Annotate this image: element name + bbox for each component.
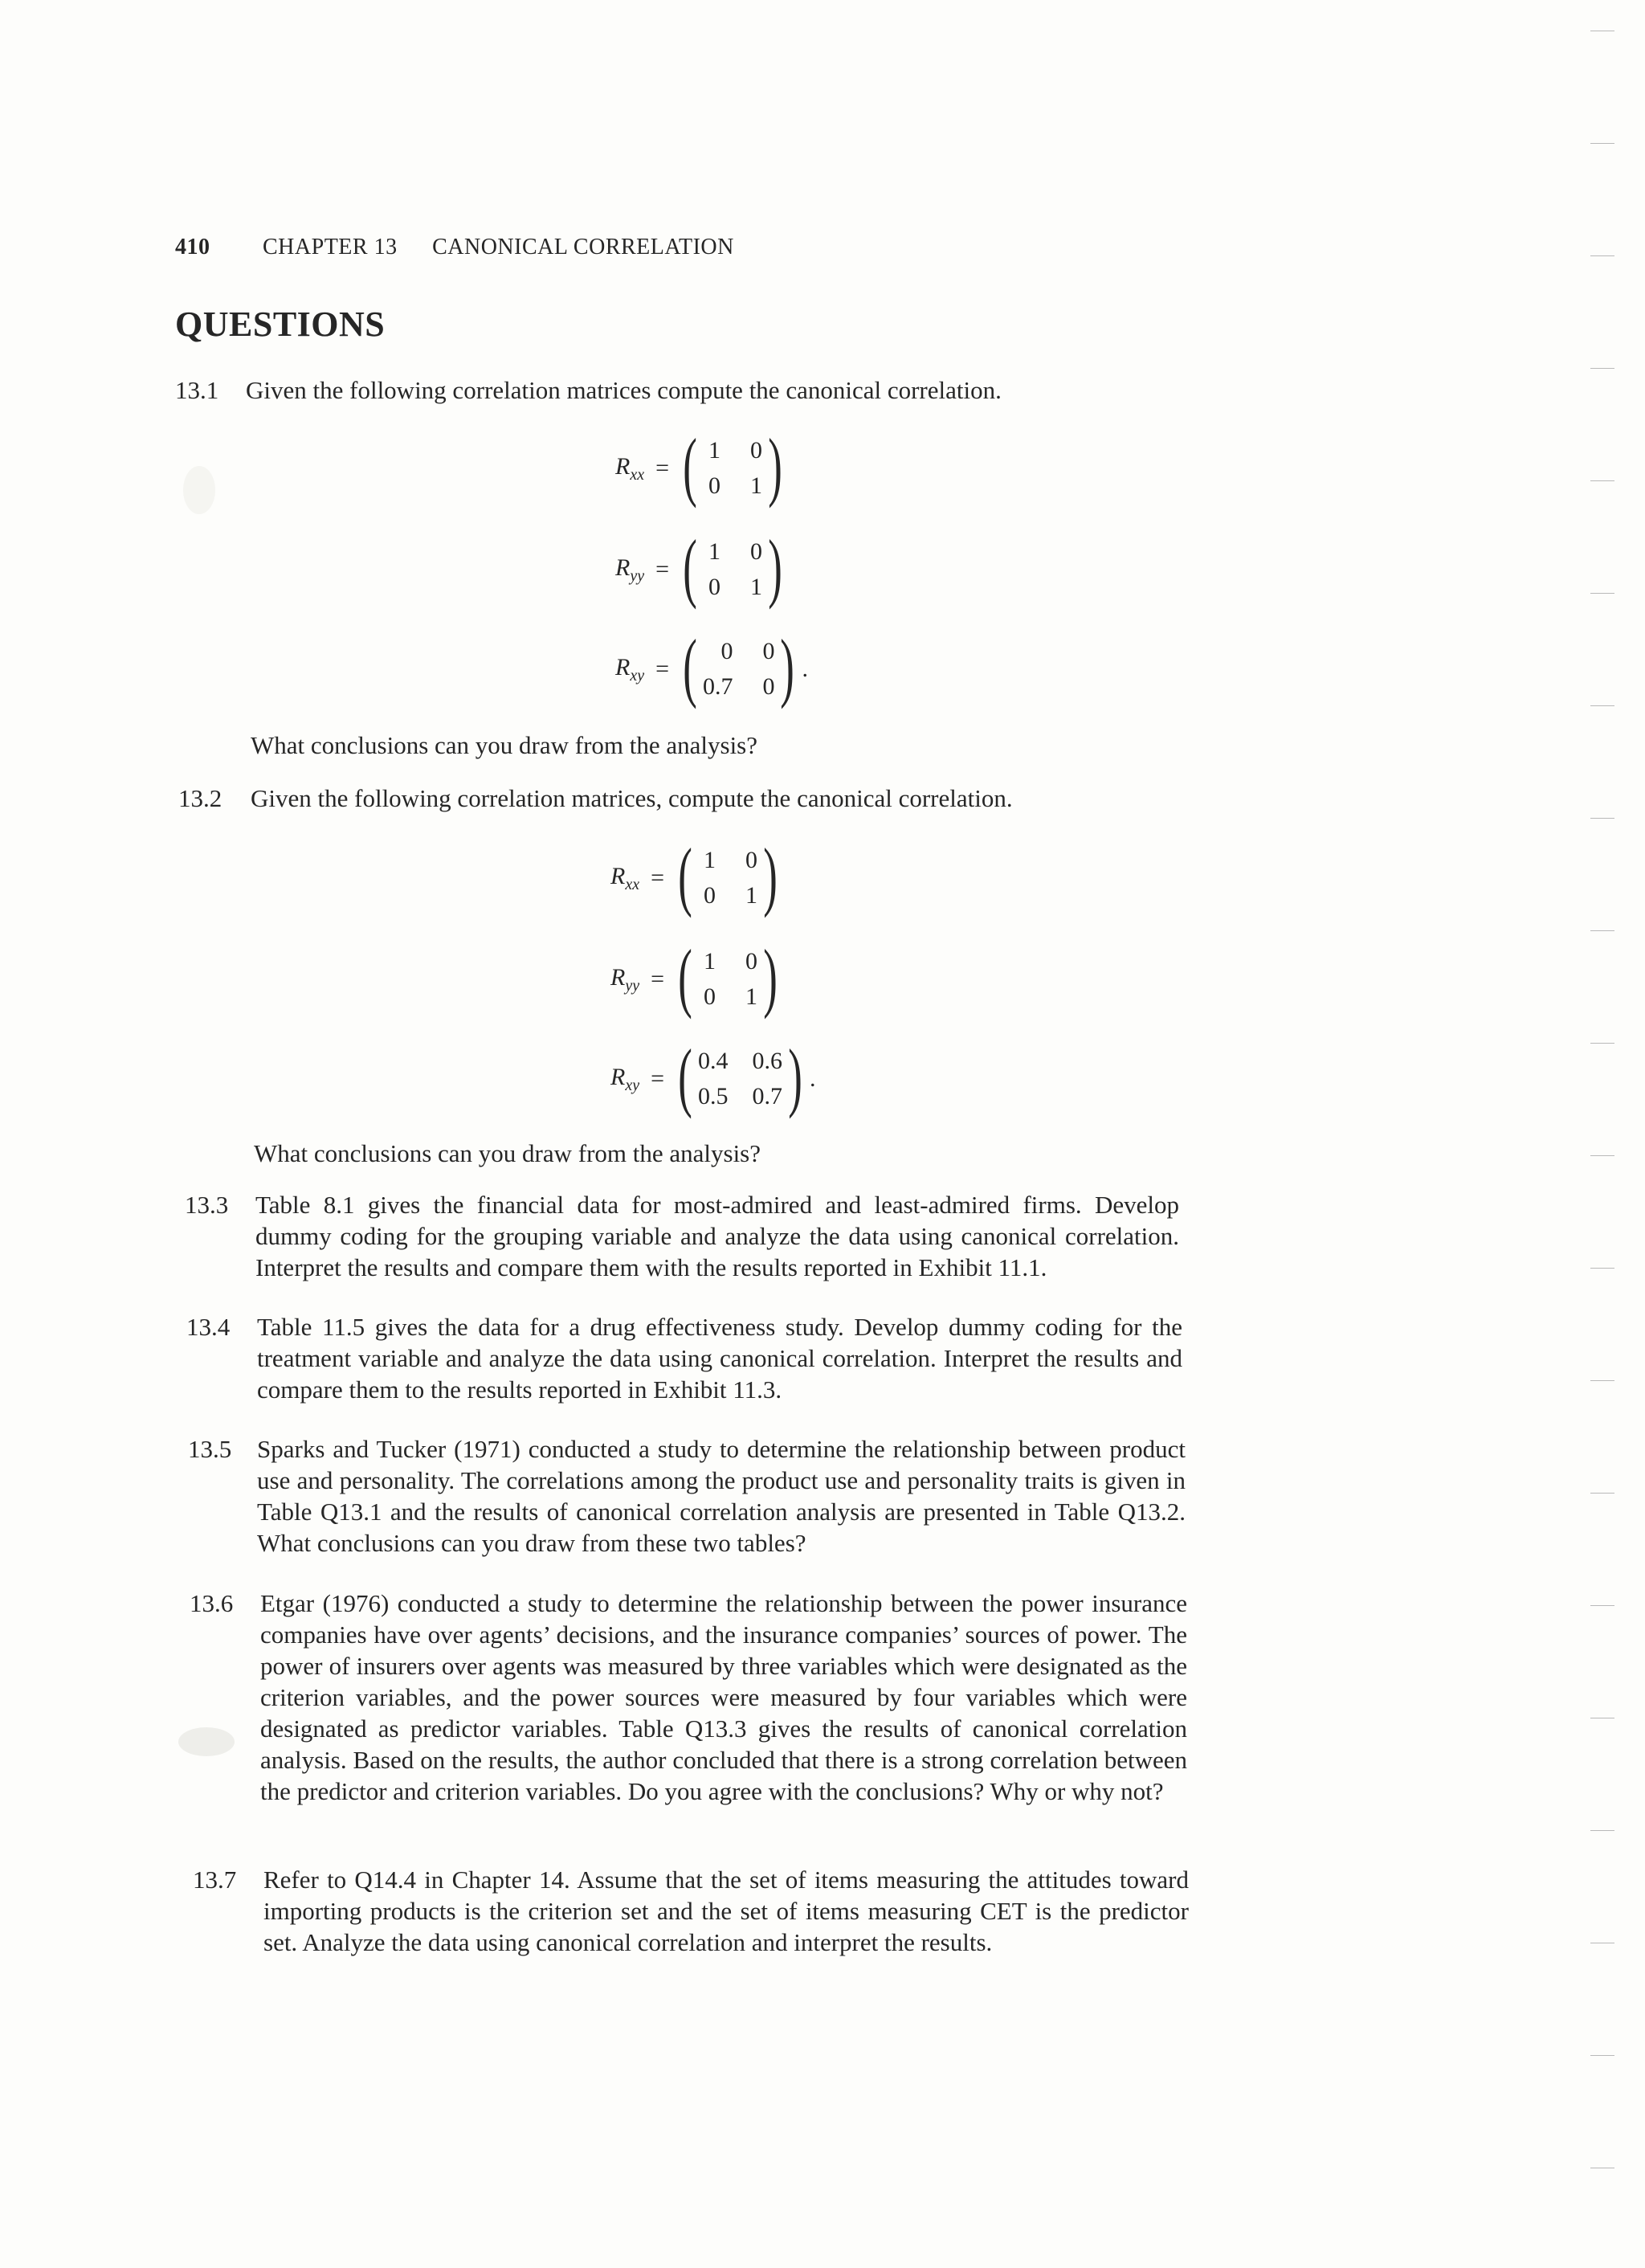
chapter-label: CHAPTER 13 — [263, 235, 398, 259]
matrix-label: $R_{yy}$ — [615, 554, 645, 585]
question-text: Given the following correlation matrices compute the canonical correlation. — [246, 376, 1002, 404]
question-text: Given the following correlation matrices, compute the canonical correlation. — [251, 784, 1013, 812]
scan-smudge — [178, 1727, 235, 1756]
scan-mark — [1590, 255, 1614, 256]
matrix-ryy-1: $R_{yy}$ = ( 1 0 0 1 ) — [615, 524, 782, 610]
scan-mark — [1590, 1380, 1614, 1381]
scan-mark — [1590, 1043, 1614, 1044]
scan-mark — [1590, 930, 1614, 931]
section-title: QUESTIONS — [175, 304, 386, 344]
matrix-rxx-2: $R_{xx}$ = ( 1 0 0 1 ) — [610, 832, 778, 918]
question-number: 13.4 — [186, 1313, 231, 1341]
page-number: 410 — [175, 235, 210, 259]
scan-mark — [1590, 368, 1614, 369]
scan-mark — [1590, 705, 1614, 706]
question-number: 13.7 — [193, 1865, 237, 1894]
question-text: Refer to Q14.4 in Chapter 14. Assume that the set of items measuring the attitudes toward importing products is the criterion set and the set of items measuring CET is the predictor set. Analyze the data using canonical correlation and interpret the results. — [263, 1865, 1189, 1956]
question-text: Table 11.5 gives the data for a drug effectiveness study. Develop dummy coding for the treatment variable and analyze the data using canonical correlation. Interpret the results and compare them to the results reported in Exhibit 11.3. — [257, 1313, 1182, 1404]
question-number: 13.6 — [190, 1589, 234, 1617]
scan-mark — [1590, 480, 1614, 481]
conclusion-question: What conclusions can you draw from the analysis? — [254, 1139, 761, 1167]
scan-smudge — [183, 466, 215, 514]
running-head — [175, 235, 734, 260]
question-text: Etgar (1976) conducted a study to determine the relationship between the power insurance companies have over agents’ decisions, and the insurance companies’ sources of power. The power of insurers over agents was measured by three variables which were designated as the criterion variables, and the power sources were measured by four variables which were designated as predictor variables. Table Q13.3 gives the results of canonical correlation analysis. Based on the results, the author concluded that there is a strong correlation between the predictor and criterion variables. Do you agree with the conclusions? Why or why not? — [260, 1589, 1187, 1805]
matrix-label: $R_{xy}$ — [615, 653, 645, 684]
scan-mark — [1590, 1830, 1614, 1831]
scan-mark — [1590, 1605, 1614, 1606]
scan-mark — [1590, 1155, 1614, 1156]
matrix-label: $R_{xx}$ — [615, 452, 645, 484]
scan-mark — [1590, 143, 1614, 144]
question-number: 13.3 — [185, 1191, 229, 1219]
scan-mark — [1590, 593, 1614, 594]
matrix-label: $R_{xy}$ — [610, 1063, 640, 1094]
matrix-rxy-2: $R_{xy}$ = ( 0.4 0.6 0.5 0.7 ) . — [610, 1033, 816, 1119]
question-number: 13.5 — [188, 1435, 232, 1463]
question-text: Sparks and Tucker (1971) conducted a study to determine the relationship between product use and personality. The correlations among the product use and personality traits is given in Table Q13.1 and the results of canonical correlation analysis are presented in Table Q13.2. What conclusions can you draw from these two tables? — [257, 1435, 1186, 1557]
chapter-title: CANONICAL CORRELATION — [432, 235, 734, 259]
question-number: 13.1 — [175, 376, 219, 404]
question-text: Table 8.1 gives the financial data for most-admired and least-admired firms. Develop dummy coding for the grouping variable and analyze the data using canonical correlation. Interpret the results and compare them with the results reported in Exhibit 11.1. — [255, 1191, 1179, 1281]
matrix-ryy-2: $R_{yy}$ = ( 1 0 0 1 ) — [610, 934, 778, 1020]
matrix-rxy-1: $R_{xy}$ = ( 0 0 0.7 0 ) . — [615, 623, 808, 709]
scan-mark — [1590, 1493, 1614, 1494]
scan-mark — [1590, 818, 1614, 819]
matrix-label: $R_{yy}$ — [610, 963, 640, 995]
conclusion-question: What conclusions can you draw from the analysis? — [251, 731, 758, 759]
matrix-rxx-1: $R_{xx}$ = ( 1 0 0 1 ) — [615, 423, 782, 509]
matrix-label: $R_{xx}$ — [610, 862, 640, 893]
question-number: 13.2 — [178, 784, 222, 812]
scan-mark — [1590, 1268, 1614, 1269]
scan-mark — [1590, 2055, 1614, 2056]
